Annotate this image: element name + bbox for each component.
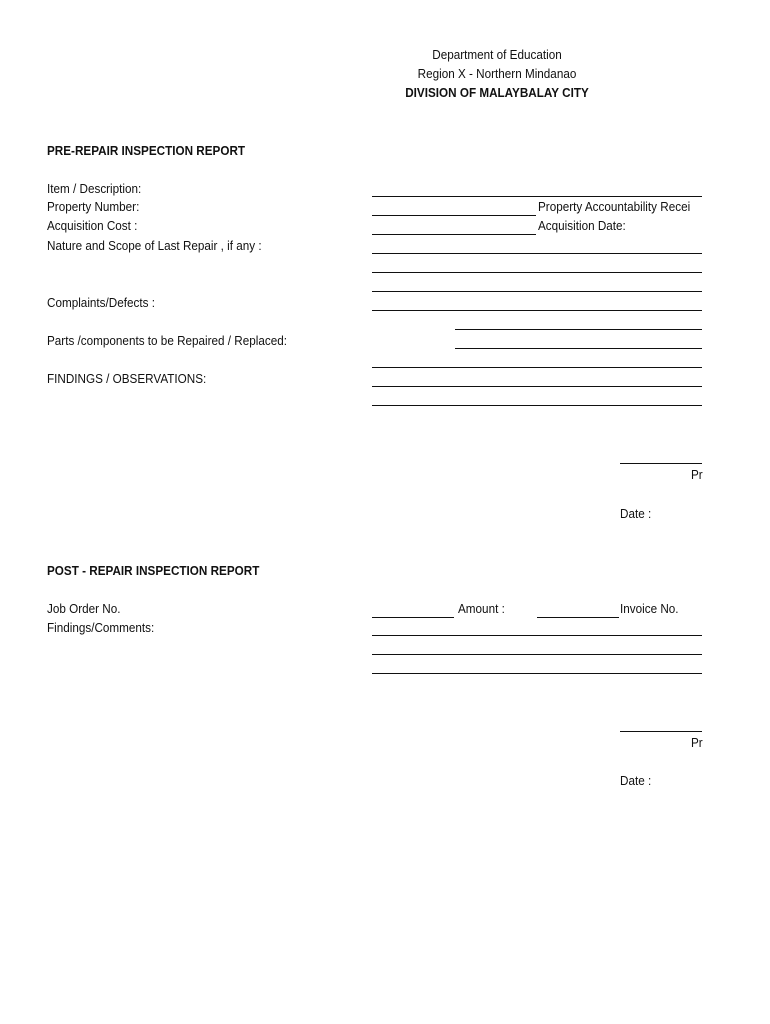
findings-label: FINDINGS / OBSERVATIONS: xyxy=(47,371,207,386)
pre-signature-line[interactable] xyxy=(620,463,702,464)
pre-repair-title: PRE-REPAIR INSPECTION REPORT xyxy=(47,143,246,158)
pre-signature-caption: Pr xyxy=(691,467,703,482)
nature-scope-line-3[interactable] xyxy=(372,291,702,292)
header-division: DIVISION OF MALAYBALAY CITY xyxy=(405,85,589,100)
item-description-label: Item / Description: xyxy=(47,181,142,196)
parts-line-1[interactable] xyxy=(455,329,702,330)
parts-label: Parts /components to be Repaired / Replaced: xyxy=(47,333,287,348)
job-order-label: Job Order No. xyxy=(47,601,121,616)
complaints-label: Complaints/Defects : xyxy=(47,295,155,310)
findings-line-1[interactable] xyxy=(372,367,702,368)
post-signature-caption: Pr xyxy=(691,735,703,750)
acquisition-cost-label: Acquisition Cost : xyxy=(47,218,138,233)
header-department: Department of Education xyxy=(432,47,562,62)
acquisition-cost-line[interactable] xyxy=(372,234,536,235)
property-accountability-label: Property Accountability Recei xyxy=(538,199,691,214)
pre-date-label: Date : xyxy=(620,506,652,521)
property-number-line[interactable] xyxy=(372,215,536,216)
header-region: Region X - Northern Mindanao xyxy=(417,66,577,81)
acquisition-date-label: Acquisition Date: xyxy=(538,218,626,233)
amount-line[interactable] xyxy=(537,617,619,618)
nature-scope-line-1[interactable] xyxy=(372,253,702,254)
post-repair-title: POST - REPAIR INSPECTION REPORT xyxy=(47,563,260,578)
findings-comments-line-3[interactable] xyxy=(372,673,702,674)
invoice-label: Invoice No. xyxy=(620,601,679,616)
property-number-label: Property Number: xyxy=(47,199,140,214)
nature-scope-line-2[interactable] xyxy=(372,272,702,273)
post-signature-line[interactable] xyxy=(620,731,702,732)
job-order-line[interactable] xyxy=(372,617,454,618)
findings-comments-line-1[interactable] xyxy=(372,635,702,636)
post-date-label: Date : xyxy=(620,773,652,788)
findings-comments-label: Findings/Comments: xyxy=(47,620,155,635)
amount-label: Amount : xyxy=(458,601,505,616)
findings-line-2[interactable] xyxy=(372,386,702,387)
parts-line-2[interactable] xyxy=(455,348,702,349)
item-description-line[interactable] xyxy=(372,196,702,197)
nature-scope-label: Nature and Scope of Last Repair , if any : xyxy=(47,238,262,253)
findings-line-3[interactable] xyxy=(372,405,702,406)
findings-comments-line-2[interactable] xyxy=(372,654,702,655)
complaints-line[interactable] xyxy=(372,310,702,311)
